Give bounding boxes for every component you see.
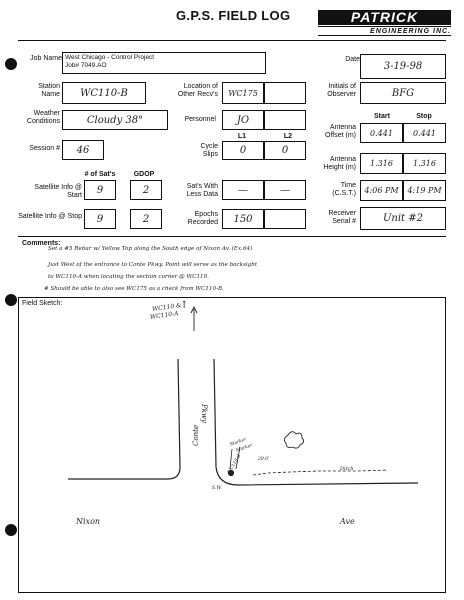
- epochs-field[interactable]: [222, 209, 264, 229]
- personnel-label: Personnel: [184, 116, 216, 123]
- sat-start-count-field[interactable]: [84, 180, 116, 200]
- observer-label: Initials of Observer: [327, 83, 356, 98]
- sat-start-gdop-value: 2: [142, 184, 150, 196]
- time-start-field[interactable]: [360, 180, 403, 201]
- cycle-slips-l1-value: 0: [239, 145, 247, 156]
- date-field[interactable]: [360, 54, 446, 79]
- cycle-slips-l2-field[interactable]: [264, 141, 306, 160]
- sats-column-header: # of Sat's: [84, 171, 116, 178]
- comment-line-1: Set a #5 Rebar w/ Yellow Top along the South edge of Nixon Av. (Ex.64): [48, 246, 253, 252]
- north-label-line1: WC110 &: [151, 301, 182, 314]
- l2-column-header: L2: [283, 133, 293, 140]
- comment-line-4: # Should be able to also see WC175 as a check from WC110-B.: [44, 286, 224, 292]
- personnel-field-2[interactable]: [264, 110, 306, 130]
- job-name-line1: West Chicago - Control Project: [65, 54, 155, 61]
- observer-field[interactable]: [360, 82, 446, 104]
- comments-label: Comments:: [22, 240, 61, 247]
- pkwy-label: Pkwy: [200, 404, 208, 423]
- distance-label: 29.0': [258, 457, 270, 462]
- antenna-height-stop-field[interactable]: [403, 153, 446, 174]
- antenna-offset-stop-value: 0.441: [413, 128, 436, 138]
- station-tag-label: WC110-B: [227, 453, 243, 476]
- observer-value: BFG: [391, 87, 415, 99]
- session-label: Session #: [29, 145, 60, 152]
- nixon-label: Nixon: [76, 517, 101, 526]
- antenna-height-start-field[interactable]: [360, 153, 403, 174]
- sat-start-gdop-field[interactable]: [130, 180, 162, 200]
- epochs-field-2[interactable]: [264, 209, 306, 229]
- station-name-value: WC110-B: [80, 87, 128, 99]
- logo-subtitle: ENGINEERING INC.: [318, 26, 451, 36]
- sat-info-start-label: Satellite Info @ Start: [34, 184, 82, 199]
- epochs-label: Epochs Recorded: [187, 211, 218, 226]
- session-value: 46: [76, 144, 90, 156]
- binder-hole-bottom: [5, 524, 17, 536]
- antenna-offset-start-value: 0.441: [370, 128, 393, 138]
- north-label-line2: WC110-A: [149, 310, 179, 321]
- time-start-value: 4:06 PM: [364, 186, 399, 195]
- personnel-field[interactable]: [222, 110, 264, 130]
- station-name-label: Station Name: [38, 83, 60, 98]
- sat-stop-gdop-field[interactable]: [130, 209, 162, 229]
- receiver-serial-label: Receiver Serial #: [328, 210, 356, 225]
- marker-label-2: Marker: [235, 443, 254, 454]
- ave-label: Ave: [340, 517, 355, 526]
- sats-less-data-label: Sat's With Less Data: [186, 183, 218, 198]
- weather-label: Weather Conditions: [26, 110, 60, 125]
- field-sketch-label: Field Sketch:: [22, 300, 63, 307]
- antenna-height-label: Antenna Height (m): [323, 156, 356, 171]
- sats-less-l1-field[interactable]: [222, 180, 264, 200]
- sat-start-count-value: 9: [96, 184, 104, 196]
- header-rule: [18, 40, 446, 41]
- weather-value: Cloudy 38°: [86, 114, 144, 126]
- sat-stop-gdop-value: 2: [142, 213, 150, 225]
- weather-field[interactable]: [62, 110, 168, 130]
- sat-info-stop-label: Satellite Info @ Stop: [18, 213, 82, 220]
- date-label: Date: [345, 56, 360, 63]
- antenna-offset-label: Antenna Offset (m): [325, 124, 356, 139]
- gdop-column-header: GDOP: [133, 171, 155, 178]
- binder-hole-top: [5, 58, 17, 70]
- comments-top-rule: [18, 236, 446, 237]
- start-column-header: Start: [374, 113, 390, 120]
- conte-label: Conte: [192, 424, 200, 446]
- sats-less-l2-value: —: [280, 184, 290, 196]
- personnel-value: JO: [236, 114, 250, 126]
- company-logo: [318, 10, 451, 36]
- cycle-slips-label: Cycle Slips: [200, 143, 218, 158]
- time-stop-field[interactable]: [403, 180, 446, 201]
- antenna-offset-stop-field[interactable]: [403, 123, 446, 143]
- sats-less-l2-field[interactable]: [264, 180, 306, 200]
- receiver-serial-value: Unit #2: [382, 213, 423, 224]
- other-receivers-label: Location of Other Recv's: [177, 83, 218, 98]
- conte-pkwy-west-curb: [68, 359, 180, 479]
- time-stop-value: 4:19 PM: [407, 186, 442, 195]
- shrub-symbol: [284, 432, 303, 448]
- cycle-slips-l2-value: 0: [281, 145, 289, 156]
- other-receivers-field-2[interactable]: [264, 82, 306, 104]
- sat-stop-count-field[interactable]: [84, 209, 116, 229]
- corner-tag-label: S.W.: [212, 486, 222, 491]
- session-field[interactable]: [62, 140, 104, 160]
- binder-hole-middle: [5, 294, 17, 306]
- sats-less-l1-value: —: [238, 184, 248, 196]
- station-name-field[interactable]: [62, 82, 146, 104]
- l1-column-header: L1: [237, 133, 247, 140]
- time-label: Time (C.S.T.): [332, 182, 356, 197]
- marker-label-1: Marker: [229, 437, 248, 448]
- other-receivers-value: WC175: [228, 88, 258, 98]
- conte-pkwy-east-curb: [214, 359, 418, 485]
- epochs-value: 150: [233, 213, 253, 225]
- stop-column-header: Stop: [416, 113, 432, 120]
- cycle-slips-l1-field[interactable]: [222, 141, 264, 160]
- antenna-height-stop-value: 1.316: [413, 159, 436, 168]
- page-title: G.P.S. FIELD LOG: [176, 8, 291, 23]
- receiver-serial-field[interactable]: [360, 207, 446, 230]
- comment-line-3: to WC110-A when locating the section corner @ WC110.: [48, 274, 209, 280]
- job-name-label: Job Name: [30, 55, 62, 62]
- north-arrow-icon: ↑: [180, 300, 189, 311]
- sat-stop-count-value: 9: [96, 213, 104, 225]
- job-name-field[interactable]: [62, 52, 266, 74]
- antenna-offset-start-field[interactable]: [360, 123, 403, 143]
- other-receivers-field[interactable]: [222, 82, 264, 104]
- antenna-height-start-value: 1.316: [370, 159, 393, 168]
- date-value: 3-19-98: [383, 61, 423, 72]
- ditch-line: [253, 470, 388, 475]
- comment-line-2: Just West of the entrance to Conte Pkwy. Point will serve as the backsight: [48, 262, 258, 268]
- logo-wordmark: PATRICK: [318, 10, 451, 25]
- job-number: Job# 7049.AO: [65, 62, 107, 69]
- ditch-label: Ditch: [340, 466, 354, 472]
